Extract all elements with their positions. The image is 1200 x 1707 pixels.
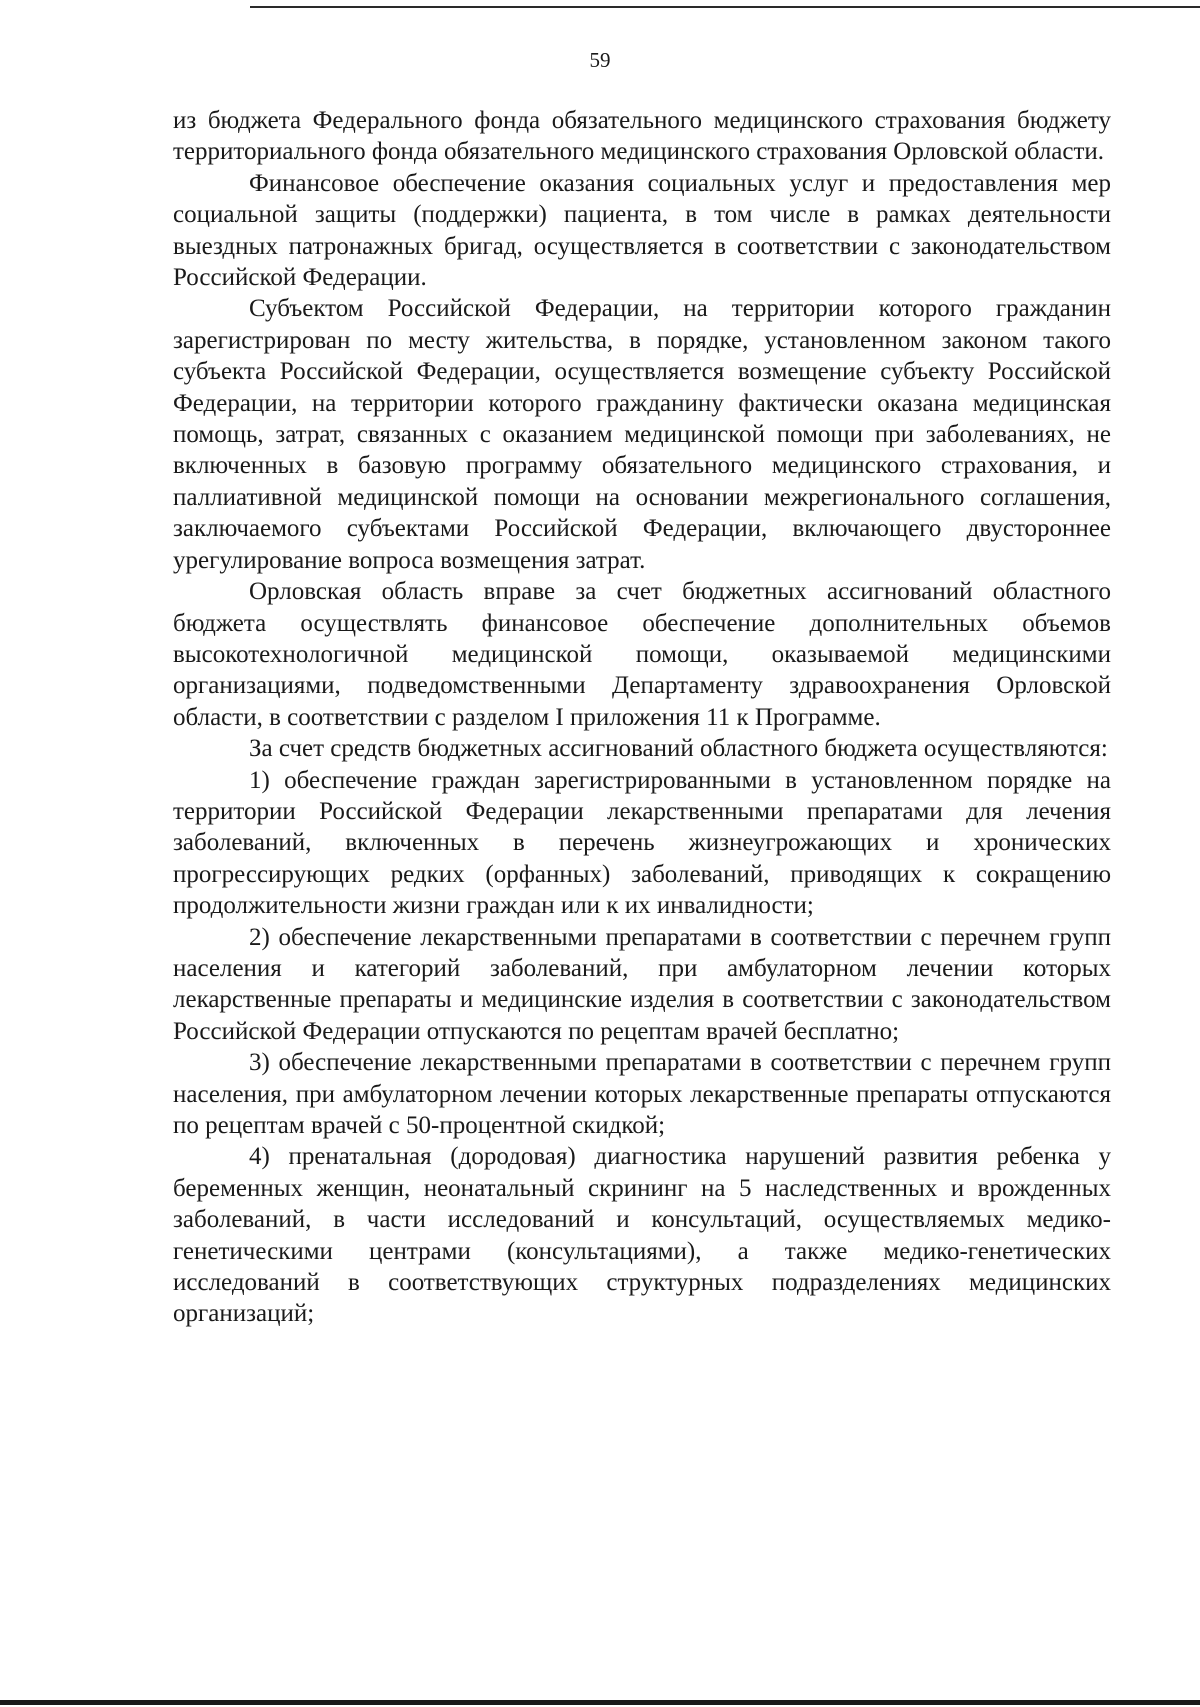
list-item: 2) обеспечение лекарственными препаратами в соответствии с перечнем групп населения и категорий заболеваний, при амбулаторном лечении которых лекарственные препараты и медицинские изделия в соответствии с законодательством Российской Федерации отпускаются по рецептам врачей бесплатно;	[173, 923, 1111, 1045]
list-item: 4) пренатальная (дородовая) диагностика нарушений развития ребенка у беременных женщин, неонатальный скрининг на 5 наследственных и врожденных заболеваний, в части исследований и консультаций, осуществляемых медико-генетическими центрами (консультациями), а также медико-генетических исследований в соответствующих структурных подразделениях медицинских организаций;	[173, 1143, 1111, 1328]
paragraph: Орловская область вправе за счет бюджетных ассигнований областного бюджета осуществлять финансовое обеспечение дополнительных объемов высокотехнологичной медицинской помощи, оказываемой медицинскими организациями, подведомственными Департаменту здравоохранения Орловской области, в соответствии с разделом I приложения 11 к Программе.	[173, 578, 1111, 731]
paragraph: Финансовое обеспечение оказания социальных услуг и предоставления мер социальной защиты (поддержки) пациента, в том числе в рамках деятельности выездных патронажных бригад, осуществляется в соответствии с законодательством Российской Федерации.	[173, 169, 1111, 292]
list-item: 1) обеспечение граждан зарегистрированными в установленном порядке на территории Российской Федерации лекарственными препаратами для лечения заболеваний, включенных в перечень жизнеугрожающих и хронических прогрессирующих редких (орфанных) заболеваний, приводящих к сокращению продолжительности жизни граждан или к их инвалидности;	[173, 766, 1111, 920]
scan-edge-top	[250, 6, 1200, 8]
document-body	[173, 105, 1111, 1330]
paragraph: из бюджета Федерального фонда обязательного медицинского страхования бюджету территориального фонда обязательного медицинского страхования Орловской области.	[173, 107, 1111, 166]
scan-edge-bottom	[0, 1700, 1200, 1705]
page-number: 59	[589, 48, 611, 72]
paragraph: За счет средств бюджетных ассигнований областного бюджета осуществляются:	[249, 735, 1108, 763]
list-item: 3) обеспечение лекарственными препаратами в соответствии с перечнем групп населения, при амбулаторном лечении которых лекарственные препараты отпускаются по рецептам врачей с 50-процентной скидкой;	[173, 1049, 1111, 1139]
paragraph: Субъектом Российской Федерации, на территории которого гражданин зарегистрирован по месту жительства, в порядке, установленном законом такого субъекта Российской Федерации, осуществляется возмещение субъекту Российской Федерации, на территории которого гражданину фактически оказана медицинская помощь, затрат, связанных с оказанием медицинской помощи при заболеваниях, не включенных в базовую программу обязательного медицинского страхования, и паллиативной медицинской помощи на основании межрегионального соглашения, заключаемого субъектами Российской Федерации, включающего двустороннее урегулирование вопроса возмещения затрат.	[173, 295, 1111, 574]
